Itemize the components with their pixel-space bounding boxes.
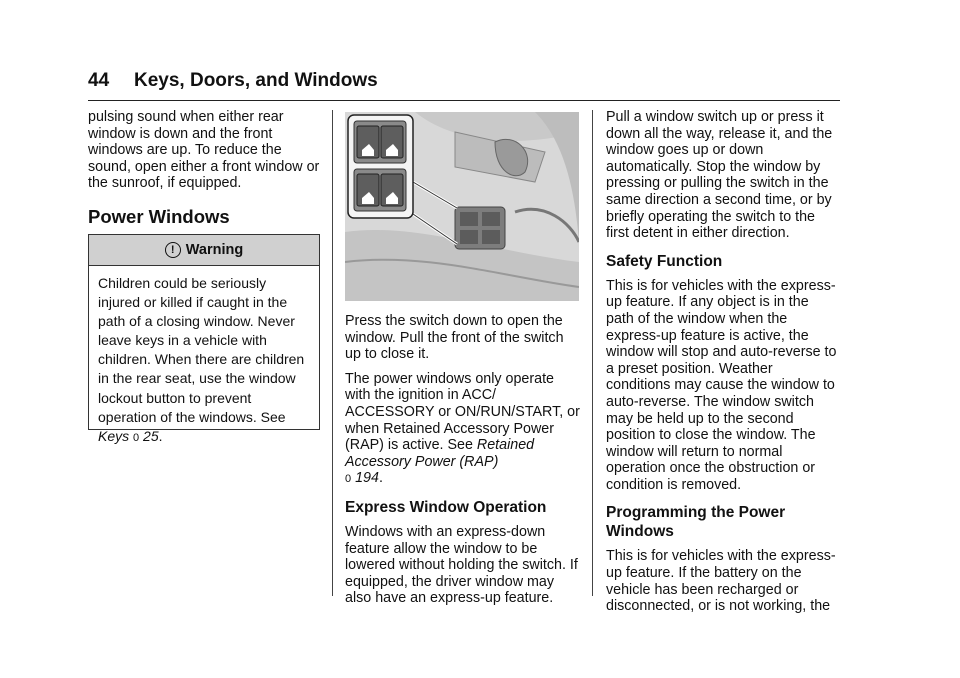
warning-text: Children could be seriously injured or killed if caught in the path of a closing window. Never leave keys in a vehicle with children. When there are children in the rear seat, use the window lockout button to prevent operation of the windows. See [98, 275, 305, 425]
paragraph-ignition [345, 371, 581, 488]
warning-ref-link[interactable]: Keys [98, 427, 130, 444]
column-divider [332, 110, 333, 596]
section-heading-power-windows: Power Windows [88, 205, 230, 227]
door-panel-drawing [345, 112, 579, 301]
warning-header [89, 235, 319, 266]
warning-body [89, 266, 319, 448]
paragraph-press-switch: Press the switch down to open the window. Pull the front of the switch up to close it. [345, 313, 564, 363]
warning-ref-page[interactable]: 25 [143, 427, 159, 444]
page-number: 44 [88, 70, 110, 91]
page-header [88, 70, 840, 101]
column-middle [345, 313, 581, 615]
heading-programming: Programming the Power Windows [606, 504, 786, 541]
heading-express-window: Express Window Operation [345, 498, 547, 516]
page-ref-arrow-icon: 0 [345, 473, 352, 486]
paragraph-pull-switch: Pull a window switch up or press it down all the way, release it, and the window goes up or down automatically. Stop the window by pressing or pulling the switch in the same direction a second time, or by briefly operating the switch to the first detent in either direction. [606, 109, 833, 242]
warning-ref-end: . [158, 427, 163, 444]
power-window-switch-illustration [345, 112, 579, 301]
rap-ref-end: . [378, 470, 383, 487]
warning-circle-icon: ! [165, 242, 181, 258]
warning-box [88, 234, 320, 444]
page-ref-arrow-icon: 0 [133, 431, 140, 444]
page-title: Keys, Doors, and Windows [134, 70, 378, 91]
paragraph-programming: This is for vehicles with the express-up feature. If the battery on the vehicle has been recharged or disconnected, or is not working, the [606, 548, 836, 615]
intro-paragraph: pulsing sound when either rear window is down and the front windows are up. To reduce the sound, open either a front window or the sunroof, if equipped. [88, 109, 320, 192]
column-divider [592, 110, 593, 596]
paragraph-safety: This is for vehicles with the express-up feature. If any object is in the path of the window when the express-up feature is active, the window will stop and auto-reverse to a preset position. Weather conditions may cause the window to auto-reverse. The window switch may be held up to the second position to close the window. The window will return to normal operation once the obstruction or condition is removed. [606, 277, 837, 493]
warning-label: Warning [185, 242, 244, 258]
paragraph-express-down: Windows with an express-down feature allow the window to be lowered without holding the switch. If equipped, the driver window may also have an express-up feature. [345, 523, 578, 607]
rap-ref-link[interactable]: Retained Accessory Power (RAP) [345, 437, 535, 470]
column-left [88, 109, 320, 228]
paragraph-ignition-text: The power windows only operate with the ignition in ACC/ ACCESSORY or ON/RUN/START, or when Retained Accessory Power (RAP) is active. See [345, 370, 580, 454]
heading-safety-function: Safety Function [606, 252, 723, 270]
rap-ref-page[interactable]: 194 [355, 470, 379, 487]
column-right [606, 109, 840, 623]
